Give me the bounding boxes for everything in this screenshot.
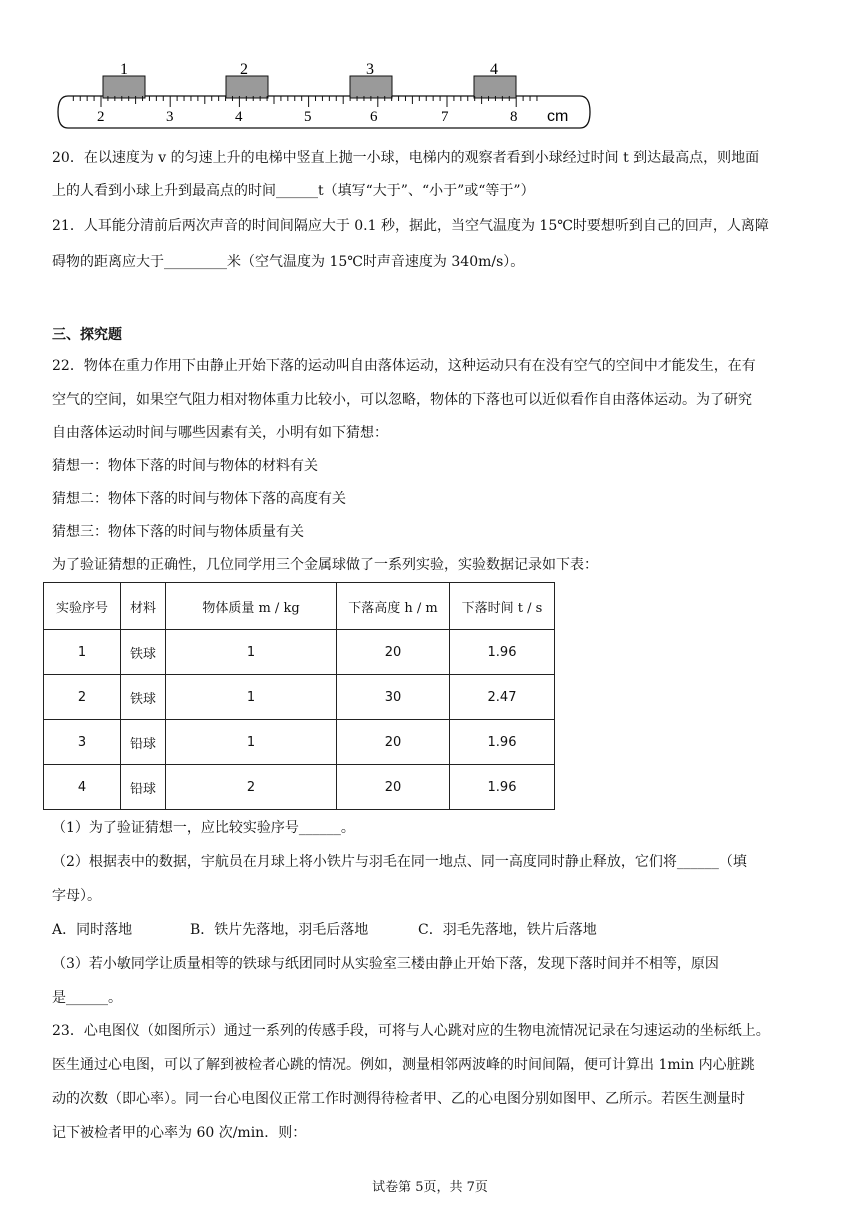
ruler-label-3: 3 <box>166 109 174 125</box>
sub-question-2-line-2: 字母）。 <box>52 888 101 904</box>
ruler-label-2: 2 <box>97 109 105 125</box>
q23-para-4: 记下被检者甲的心率为 60 次/min．则： <box>52 1125 307 1141</box>
table-cell: 4 <box>44 765 121 810</box>
table-row <box>44 720 555 765</box>
guess-3: 猜想三：物体下落的时间与物体质量有关 <box>52 524 304 540</box>
experiment-table <box>43 582 555 810</box>
q22-para-2: 空气的空间，如果空气阻力相对物体重力比较小，可以忽略，物体的下落也可以近似看作自由落体运动。为了研究 <box>52 392 752 408</box>
table-cell: 30 <box>337 675 450 720</box>
block-label-3: 3 <box>366 61 374 78</box>
sub-question-3-line-1: （3）若小敏同学让质量相等的铁球与纸团同时从实验室三楼由静止开始下落，发现下落时间并不相等，原因 <box>52 956 719 972</box>
q21-line-1: 21．人耳能分清前后两次声音的时间间隔应大于 0.1 秒，据此，当空气温度为 15℃时要想听到自己的回声，人离障 <box>52 218 769 234</box>
ruler-label-5: 5 <box>304 109 312 125</box>
ruler-label-7: 7 <box>441 109 449 125</box>
option-a: A．同时落地 <box>52 922 133 938</box>
block-3 <box>350 76 392 98</box>
q23-para-2: 医生通过心电图，可以了解到被检者心跳的情况。例如，测量相邻两波峰的时间间隔，便可计算出 1min 内心脏跳 <box>52 1057 755 1073</box>
q22-para-3: 自由落体运动时间与哪些因素有关，小明有如下猜想： <box>52 425 388 441</box>
table-cell: 20 <box>337 720 450 765</box>
block-label-4: 4 <box>490 61 498 78</box>
ruler-label-8: 8 <box>510 109 518 125</box>
block-4 <box>474 76 516 98</box>
table-cell: 1 <box>44 630 121 675</box>
table-header: 下落时间 t / s <box>450 583 555 630</box>
table-row <box>44 765 555 810</box>
table-cell: 1 <box>166 720 337 765</box>
table-row <box>44 675 555 720</box>
table-cell: 铁球 <box>121 630 166 675</box>
table-header-row <box>44 583 555 630</box>
table-header: 下落高度 h / m <box>337 583 450 630</box>
q23-para-1: 23．心电图仪（如图所示）通过一系列的传感手段，可将与人心跳对应的生物电流情况记录在匀速运动的坐标纸上。 <box>52 1023 770 1039</box>
block-1 <box>103 76 145 98</box>
guess-1: 猜想一：物体下落的时间与物体的材料有关 <box>52 458 318 474</box>
table-cell: 20 <box>337 765 450 810</box>
section-heading: 三、探究题 <box>52 327 122 343</box>
sub-question-2-line-1: （2）根据表中的数据，宇航员在月球上将小铁片与羽毛在同一地点、同一高度同时静止释放，它们将______（填 <box>52 854 747 870</box>
table-cell: 3 <box>44 720 121 765</box>
table-cell: 铁球 <box>121 675 166 720</box>
block-label-2: 2 <box>240 61 248 78</box>
table-cell: 2 <box>166 765 337 810</box>
block-label-1: 1 <box>120 61 128 78</box>
option-b: B．铁片先落地，羽毛后落地 <box>190 922 369 938</box>
table-cell: 1 <box>166 675 337 720</box>
q23-para-3: 动的次数（即心率）。同一台心电图仪正常工作时测得待检者甲、乙的心电图分别如图甲、乙所示。若医生测量时 <box>52 1091 745 1107</box>
guess-2: 猜想二：物体下落的时间与物体下落的高度有关 <box>52 491 346 507</box>
table-row <box>44 630 555 675</box>
table-header: 材料 <box>121 583 166 630</box>
table-cell: 1.96 <box>450 720 555 765</box>
table-cell: 铅球 <box>121 720 166 765</box>
ruler-label-4: 4 <box>235 109 243 125</box>
table-cell: 1 <box>166 630 337 675</box>
option-c: C．羽毛先落地，铁片后落地 <box>418 922 597 938</box>
table-header: 实验序号 <box>44 583 121 630</box>
q22-para-1: 22．物体在重力作用下由静止开始下落的运动叫自由落体运动，这种运动只有在没有空气的空间中才能发生，在有 <box>52 358 756 374</box>
table-cell: 1.96 <box>450 765 555 810</box>
q21-line-2: 碍物的距离应大于_________米（空气温度为 15℃时声音速度为 340m/s）。 <box>52 254 525 270</box>
table-intro: 为了验证猜想的正确性，几位同学用三个金属球做了一系列实验，实验数据记录如下表： <box>52 557 598 573</box>
table-cell: 1.96 <box>450 630 555 675</box>
table-cell: 2 <box>44 675 121 720</box>
sub-question-3-line-2: 是______。 <box>52 990 122 1006</box>
q20-line-1: 20．在以速度为 v 的匀速上升的电梯中竖直上抛一小球，电梯内的观察者看到小球经过时间 t 到达最高点，则地面 <box>52 150 760 166</box>
ruler-figure <box>50 56 610 136</box>
page-footer: 试卷第 5页，共 7页 <box>372 1180 488 1195</box>
block-2 <box>226 76 268 98</box>
sub-question-1: （1）为了验证猜想一，应比较实验序号______。 <box>52 820 355 836</box>
ruler-unit: cm <box>547 108 569 125</box>
q20-line-2: 上的人看到小球上升到最高点的时间______t（填写“大于”、“小于”或“等于”） <box>52 183 535 199</box>
table-cell: 20 <box>337 630 450 675</box>
table-cell: 铅球 <box>121 765 166 810</box>
ruler-label-6: 6 <box>370 109 378 125</box>
table-header: 物体质量 m / kg <box>166 583 337 630</box>
table-cell: 2.47 <box>450 675 555 720</box>
